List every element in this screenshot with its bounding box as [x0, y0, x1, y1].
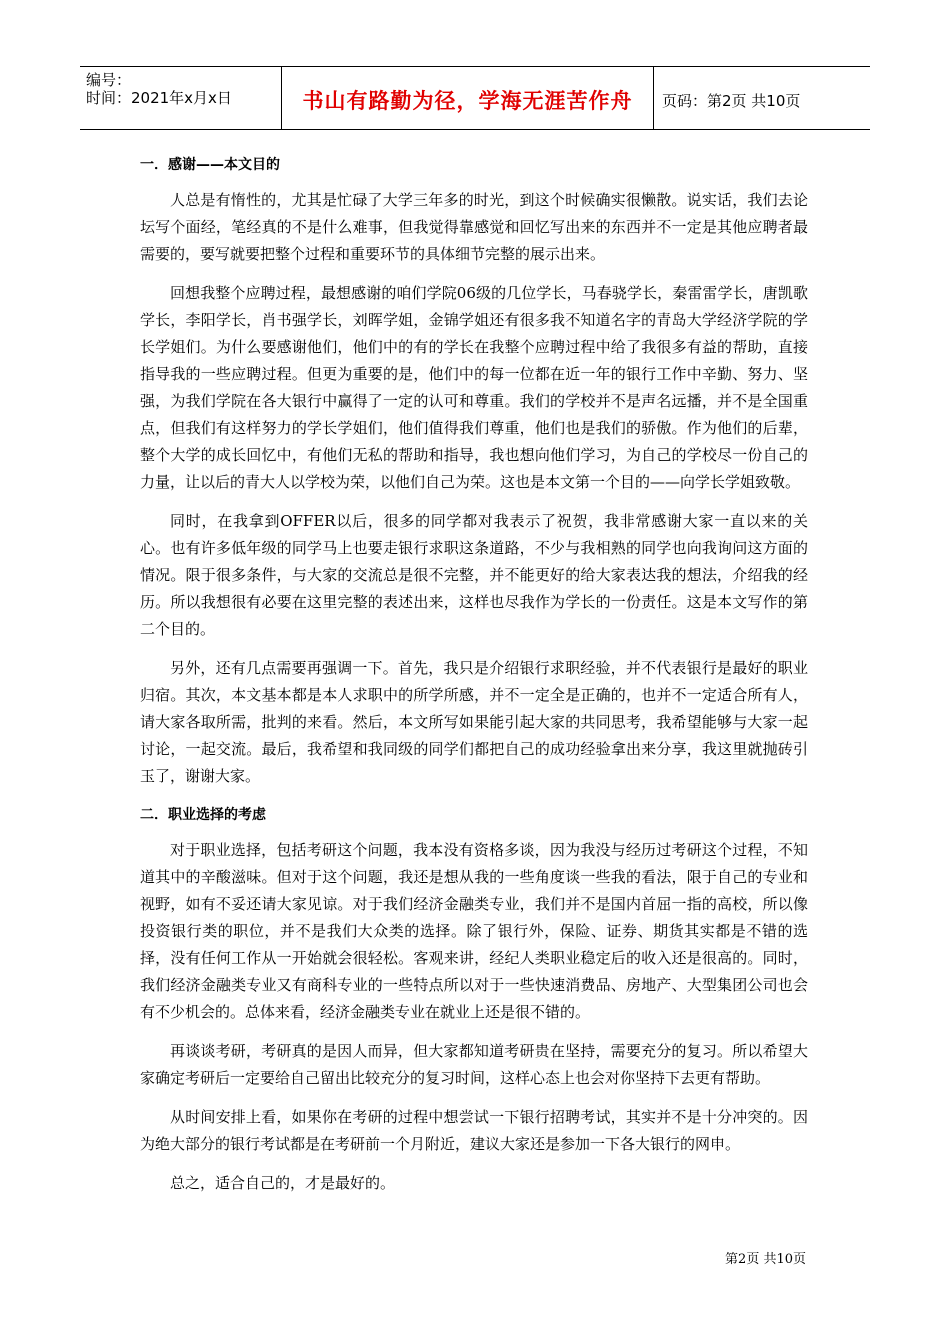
paragraph: 同时，在我拿到OFFER以后，很多的同学都对我表示了祝贺，我非常感谢大家一直以来的关心。也有许多低年级的同学马上也要走银行求职这条道路，不少与我相熟的同学也向我询问这方面的情况。限于很多条件，与大家的交流总是很不完整，并不能更好的给大家表达我的想法，介绍我的经历。所以我想很有必要在这里完整的表述出来，这样也尽我作为学长的一份责任。这是本文写作的第二个目的。: [140, 512, 808, 638]
section-heading: 一．感谢——本文目的: [140, 157, 280, 173]
document-body: [140, 152, 808, 1197]
section-heading: 二．职业选择的考虑: [140, 807, 266, 823]
header-page-cell: [654, 67, 870, 129]
paragraph: 从时间安排上看，如果你在考研的过程中想尝试一下银行招聘考试，其实并不是十分冲突的。因为绝大部分的银行考试都是在考研前一个月附近，建议大家还是参加一下各大银行的网申。: [140, 1108, 808, 1153]
paragraph: 再谈谈考研，考研真的是因人而异，但大家都知道考研贵在坚持，需要充分的复习。所以希望大家确定考研后一定要给自己留出比较充分的复习时间，这样心态上也会对你坚持下去更有帮助。: [140, 1042, 808, 1087]
paragraph: 人总是有惰性的，尤其是忙碌了大学三年多的时光，到这个时候确实很懒散。说实话，我们去论坛写个面经，笔经真的不是什么难事，但我觉得靠感觉和回忆写出来的东西并不一定是其他应聘者最需要的，要写就要把整个过程和重要环节的具体细节完整的展示出来。: [140, 191, 808, 263]
header-page-number: 页码：第2页 共10页: [662, 91, 801, 110]
document-number-label: 编号：: [86, 71, 132, 89]
page-footer: [725, 1248, 806, 1267]
paragraph: 回想我整个应聘过程，最想感谢的咱们学院06级的几位学长，马春骁学长，秦雷雷学长，唐凯歌学长，李阳学长，肖书强学长，刘晖学姐，金锦学姐还有很多我不知道名字的青岛大学经济学院的学长学姐们。为什么要感谢他们，他们中的有的学长在我整个应聘过程中给了我很多有益的帮助，直接指导我的一些应聘过程。但更为重要的是，他们中的每一位都在近一年的银行工作中辛勤、努力、坚强，为我们学院在各大银行中赢得了一定的认可和尊重。我们的学校并不是声名远播，并不是全国重点，但我们有这样努力的学长学姐们，他们值得我们尊重，他们也是我们的骄傲。作为他们的后辈，整个大学的成长回忆中，有他们无私的帮助和指导，我也想向他们学习，为自己的学校尽一份自己的力量，让以后的青大人以学校为荣，以他们自己为荣。这也是本文第一个目的——向学长学姐致敬。: [140, 284, 808, 491]
header-motto: 书山有路勤为径，学海无涯苦作舟: [302, 89, 633, 113]
paragraph: 总之，适合自己的，才是最好的。: [170, 1174, 396, 1192]
paragraph: 另外，还有几点需要再强调一下。首先，我只是介绍银行求职经验，并不代表银行是最好的职业归宿。其次，本文基本都是本人求职中的所学所感，并不一定全是正确的，也并不一定适合所有人，请大家各取所需，批判的来看。然后，本文所写如果能引起大家的共同思考，我希望能够与大家一起讨论，一起交流。最后，我希望和我同级的同学们都把自己的成功经验拿出来分享，我这里就抛砖引玉了，谢谢大家。: [140, 659, 808, 785]
header-motto-cell: [282, 67, 654, 129]
header-info-cell: [80, 67, 282, 129]
paragraph: 对于职业选择，包括考研这个问题，我本没有资格多谈，因为我没与经历过考研这个过程，不知道其中的辛酸滋味。但对于这个问题，我还是想从我的一些角度谈一些我的看法，限于自己的专业和视野，如有不妥还请大家见谅。对于我们经济金融类专业，我们并不是国内首屈一指的高校，所以像投资银行类的职位，并不是我们大众类的选择。除了银行外，保险、证券、期货其实都是不错的选择，没有任何工作从一开始就会很轻松。客观来讲，经纪人类职业稳定后的收入还是很高的。同时，我们经济金融类专业又有商科专业的一些特点所以对于一些快速消费品、房地产、大型集团公司也会有不少机会的。总体来看，经济金融类专业在就业上还是很不错的。: [140, 841, 808, 1021]
footer-page-number: 第2页 共10页: [725, 1252, 806, 1267]
page-header: [80, 66, 870, 130]
document-date-label: 时间：2021年x月x日: [86, 89, 232, 107]
